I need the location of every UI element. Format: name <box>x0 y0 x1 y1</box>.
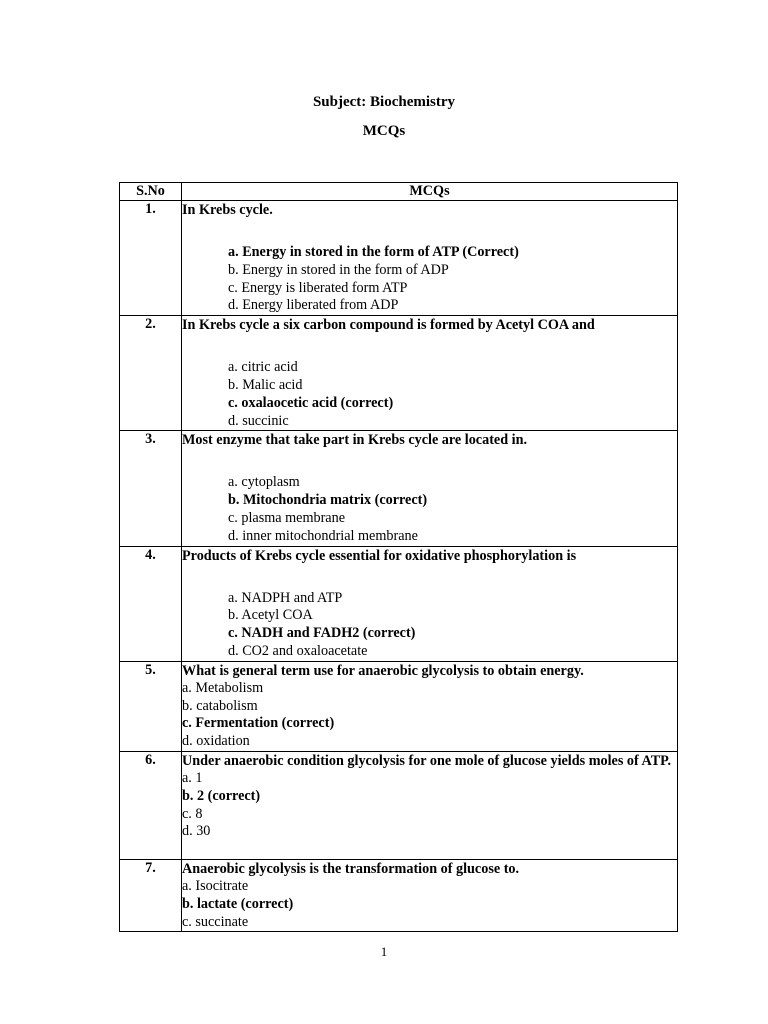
question-text: Products of Krebs cycle essential for oxidative phosphorylation is <box>182 547 577 564</box>
answer-option: c. 8 <box>182 805 203 822</box>
answer-option: a. NADPH and ATP <box>228 589 343 606</box>
question-cell <box>182 859 678 931</box>
question-text: Under anaerobic condition glycolysis for one mole of glucose yields moles of ATP. <box>182 752 672 769</box>
correct-option: b. lactate (correct) <box>182 895 294 912</box>
answer-option: b. catabolism <box>182 697 258 714</box>
options-list <box>182 680 677 751</box>
question-text: Most enzyme that take part in Krebs cycle are located in. <box>182 432 528 449</box>
page-number: 1 <box>380 944 388 959</box>
table-row <box>120 546 678 661</box>
answer-option: a. cytoplasm <box>228 474 300 491</box>
options-list <box>182 359 677 430</box>
table-row <box>120 316 678 431</box>
options-list <box>182 770 677 841</box>
question-cell <box>182 661 678 751</box>
question-text: In Krebs cycle a six carbon compound is formed by Acetyl COA and <box>182 317 595 334</box>
answer-option: a. 1 <box>182 769 203 786</box>
column-header-sno: S.No <box>120 183 182 201</box>
question-text: In Krebs cycle. <box>182 202 273 218</box>
answer-option: b. Energy in stored in the form of ADP <box>228 261 449 278</box>
answer-option: d. succinic <box>228 412 289 429</box>
question-number: 2. <box>120 316 182 431</box>
question-number: 1. <box>120 201 182 316</box>
correct-option: b. Mitochondria matrix (correct) <box>228 492 428 509</box>
question-number: 3. <box>120 431 182 546</box>
table-row <box>120 751 678 859</box>
options-list <box>182 474 677 545</box>
answer-option: c. Energy is liberated form ATP <box>228 279 408 296</box>
correct-option: c. NADH and FADH2 (correct) <box>228 625 416 642</box>
question-number: 6. <box>120 751 182 859</box>
answer-option: d. 30 <box>182 823 211 840</box>
answer-option: d. inner mitochondrial membrane <box>228 527 418 544</box>
answer-option: a. Metabolism <box>182 679 264 696</box>
correct-option: c. Fermentation (correct) <box>182 715 335 732</box>
column-header-mcqs: MCQs <box>182 183 678 201</box>
question-cell <box>182 546 678 661</box>
answer-option: b. Malic acid <box>228 376 303 393</box>
mcq-table <box>119 182 678 932</box>
question-number: 4. <box>120 546 182 661</box>
answer-option: c. plasma membrane <box>228 509 345 526</box>
options-list <box>182 590 677 661</box>
table-row <box>120 661 678 751</box>
table-header-row <box>120 183 678 201</box>
correct-option: b. 2 (correct) <box>182 787 261 804</box>
question-cell <box>182 751 678 859</box>
question-text: Anaerobic glycolysis is the transformation of glucose to. <box>182 860 520 877</box>
question-cell <box>182 201 678 316</box>
answer-option: d. CO2 and oxaloacetate <box>228 642 368 659</box>
question-text: What is general term use for anaerobic glycolysis to obtain energy. <box>182 662 584 679</box>
answer-option: a. citric acid <box>228 359 298 376</box>
correct-option: c. oxalaocetic acid (correct) <box>228 394 394 411</box>
answer-option: d. Energy liberated from ADP <box>228 297 399 314</box>
answer-option: d. oxidation <box>182 733 250 750</box>
answer-option: b. Acetyl COA <box>228 607 313 624</box>
options-list <box>182 244 677 315</box>
question-number: 7. <box>120 859 182 931</box>
table-row <box>120 859 678 931</box>
table-row <box>120 431 678 546</box>
document-title: MCQs <box>362 123 406 139</box>
document-subject: Subject: Biochemistry <box>312 94 456 110</box>
answer-option: a. Isocitrate <box>182 877 249 894</box>
answer-option: c. succinate <box>182 913 249 930</box>
question-number: 5. <box>120 661 182 751</box>
table-row <box>120 201 678 316</box>
correct-option: a. Energy in stored in the form of ATP (Correct) <box>228 244 519 260</box>
question-cell <box>182 431 678 546</box>
options-list <box>182 878 677 931</box>
question-cell <box>182 316 678 431</box>
